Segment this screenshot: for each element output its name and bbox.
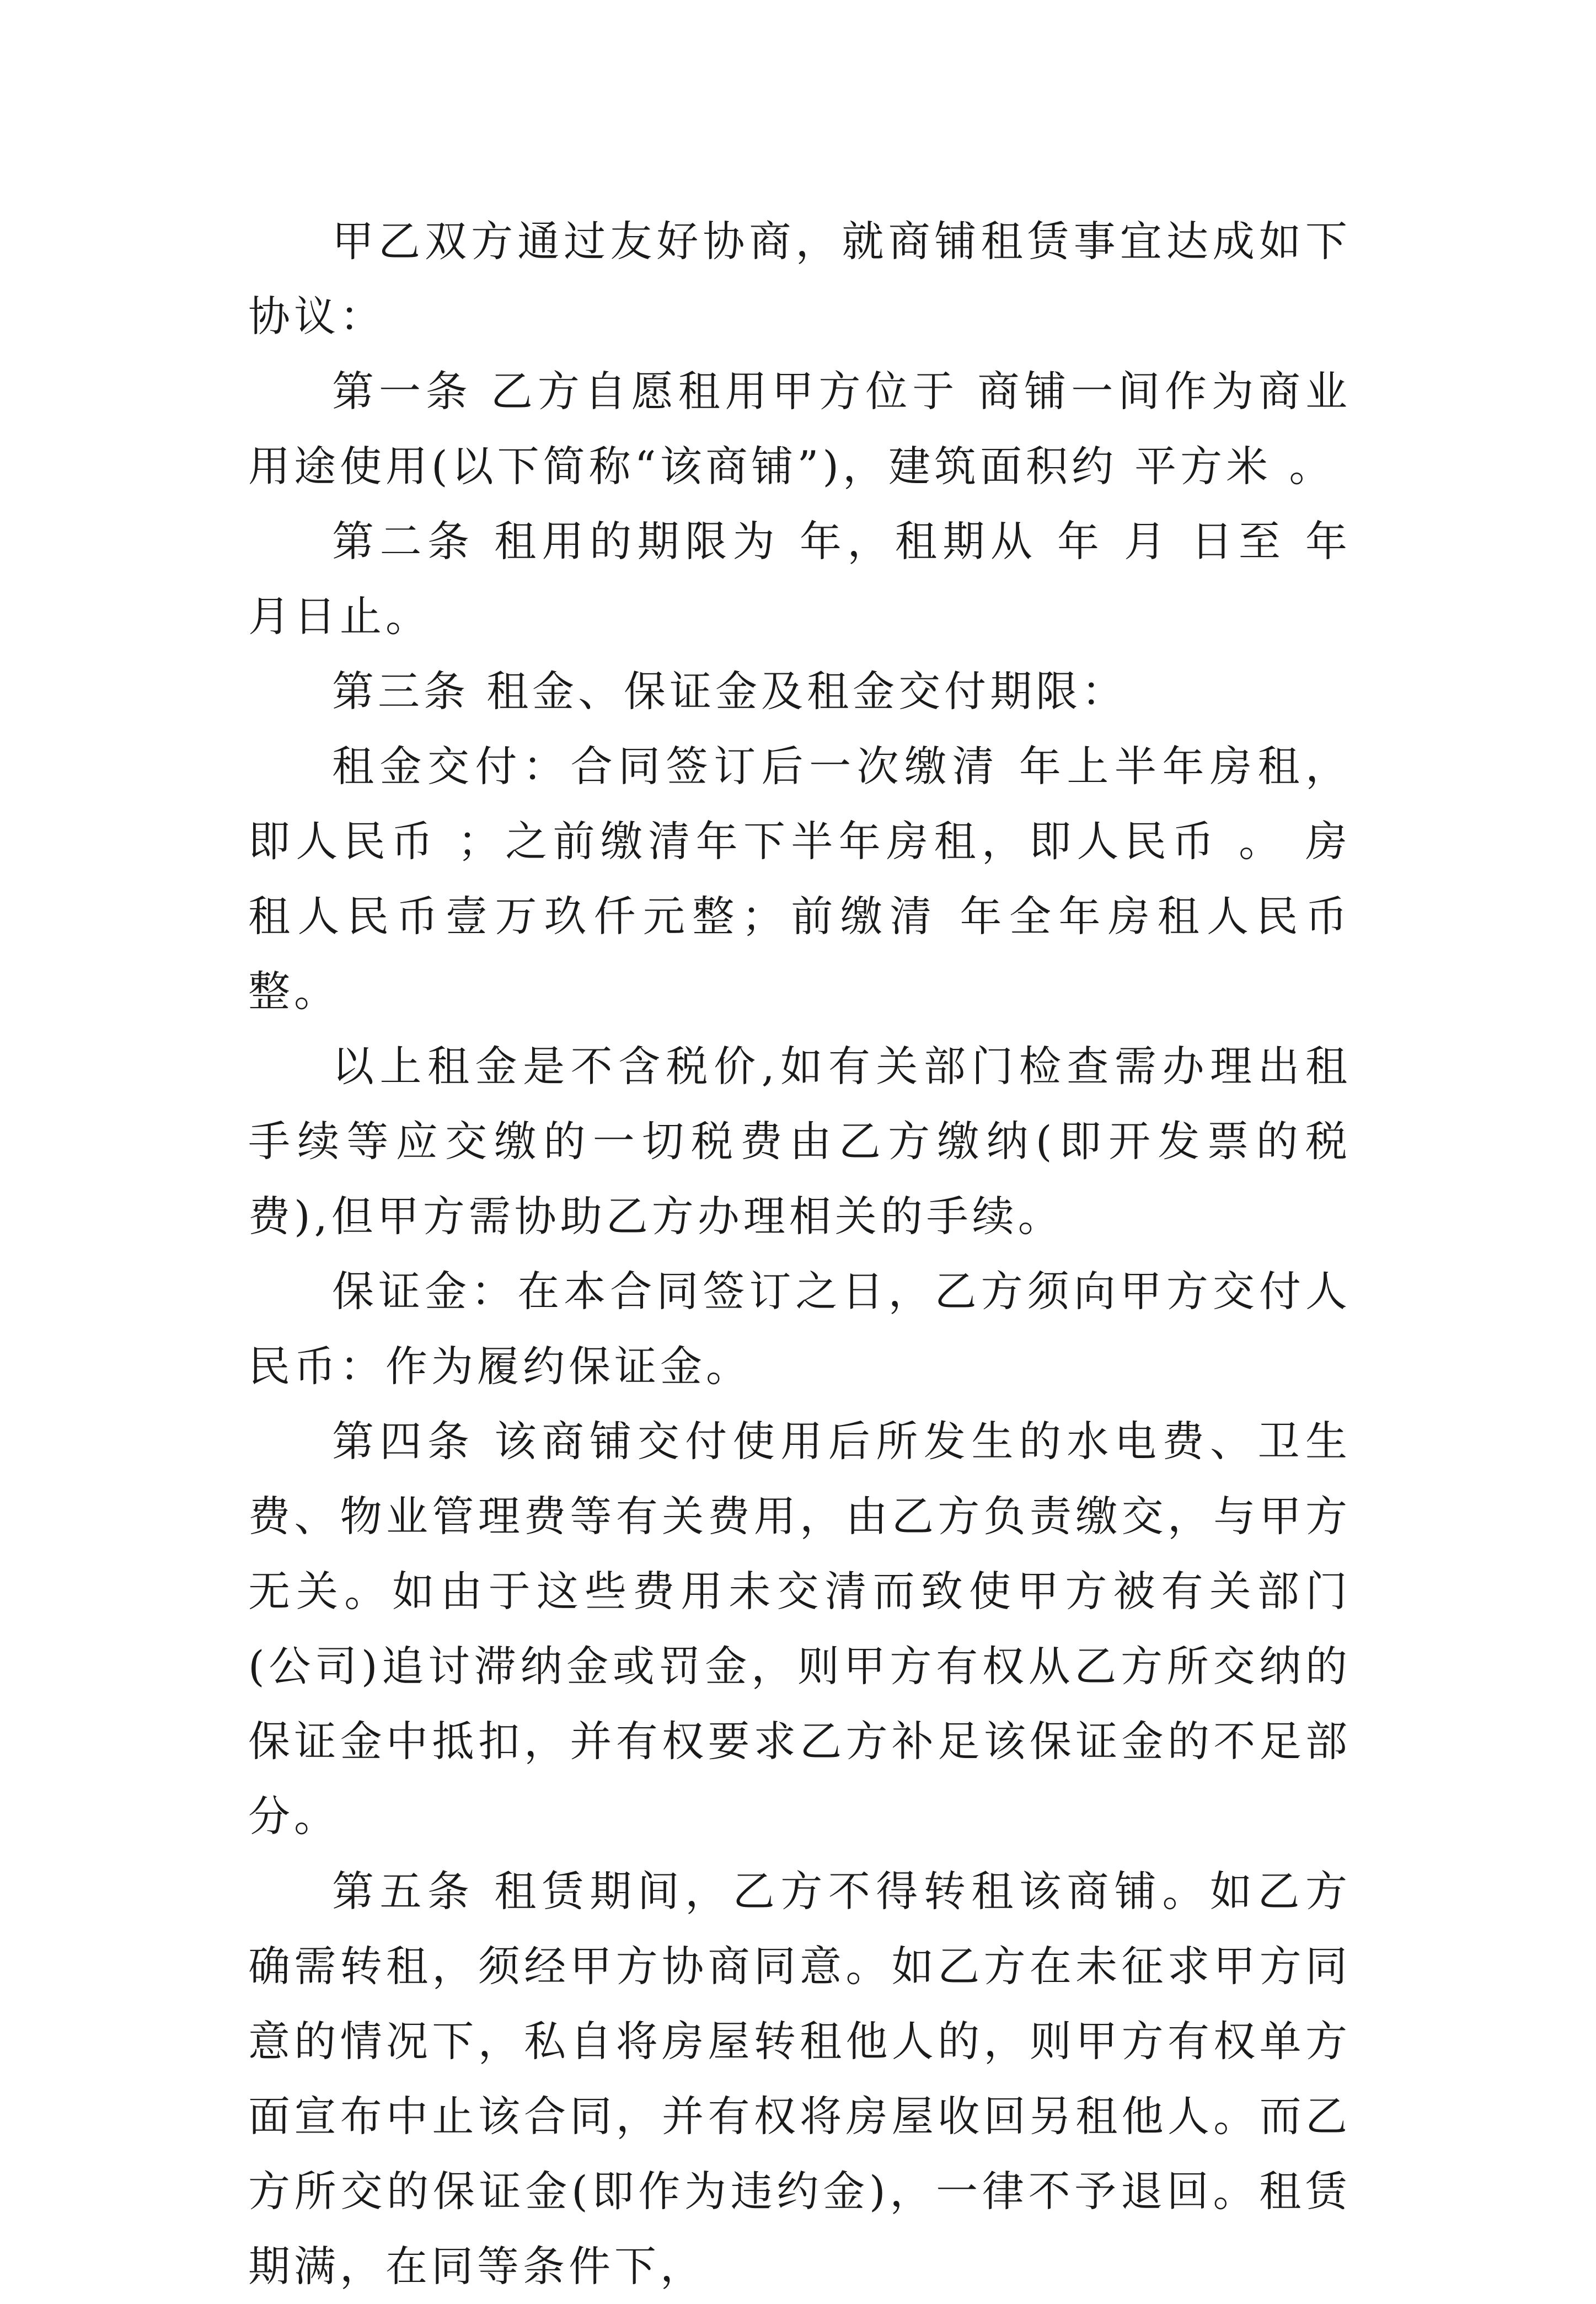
document-body [248, 204, 1351, 2304]
paragraph-rent-payment: 租金交付：合同签订后一次缴清 年上半年房租，即人民币 ；之前缴清年下半年房租，即人民币 。 房租人民币壹万玖仟元整；前缴清 年全年房租人民币 整。 [248, 742, 1351, 1016]
paragraph-article-3: 第三条 租金、保证金及租金交付期限： [332, 667, 1128, 716]
paragraph-tax: 以上租金是不含税价,如有关部门检查需办理出租手续等应交缴的一切税费由乙方缴纳(即开发票的税费),但甲方需协助乙方办理相关的手续。 [248, 1042, 1351, 1241]
paragraph-article-1: 第一条 乙方自愿租用甲方位于 商铺一间作为商业用途使用(以下简称“该商铺”)，建筑面积约 平方米 。 [248, 367, 1351, 491]
paragraph-intro: 甲乙双方通过友好协商，就商铺租赁事宜达成如下协议： [248, 217, 1351, 341]
paragraph-article-2: 第二条 租用的期限为 年，租期从 年 月 日至 年 月日止。 [248, 517, 1351, 641]
paragraph-article-5: 第五条 租赁期间，乙方不得转租该商铺。如乙方确需转租，须经甲方协商同意。如乙方在未征求甲方同意的情况下，私自将房屋转租他人的，则甲方有权单方面宣布中止该合同，并有权将房屋收回另租他人。而乙方所交的保证金(即作为违约金)，一律不予退回。租赁期满，在同等条件下， [248, 1867, 1351, 2291]
paragraph-deposit: 保证金：在本合同签订之日，乙方须向甲方交付人民币：作为履约保证金。 [248, 1267, 1351, 1391]
paragraph-article-4: 第四条 该商铺交付使用后所发生的水电费、卫生费、物业管理费等有关费用，由乙方负责缴交，与甲方无关。如由于这些费用未交清而致使甲方被有关部门(公司)追讨滞纳金或罚金，则甲方有权从乙方所交纳的保证金中抵扣，并有权要求乙方补足该保证金的不足部分。 [248, 1417, 1351, 1841]
